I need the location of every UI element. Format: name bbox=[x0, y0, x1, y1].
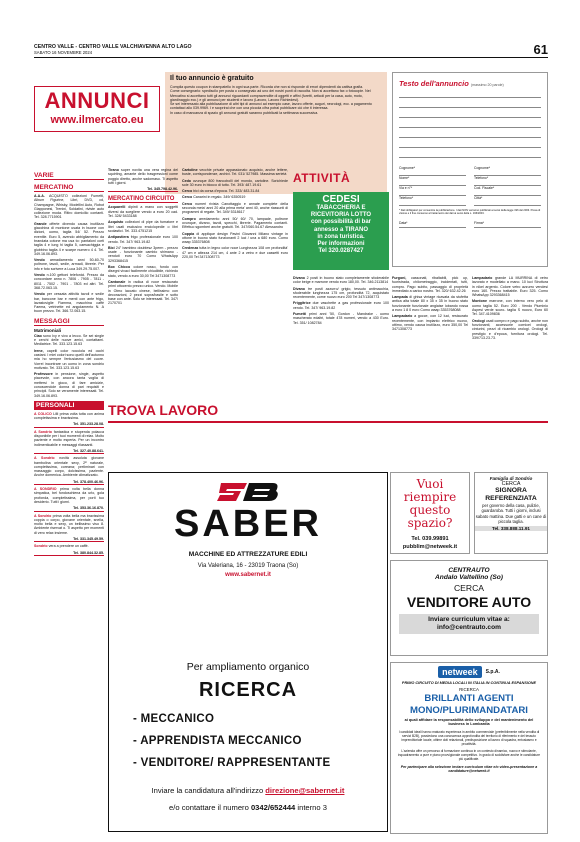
ad-text: grande LA MURRINA di vetro lavorato e modellato a mano. 10 luci Struttura in nikel argento. Colore vetro azzurro vendesi euro 160. Prezzo trattabile. Euro 325. Como WhatsApp 3293368415 bbox=[472, 276, 548, 298]
classified-ad bbox=[392, 314, 468, 331]
cedesi-line: Tel 320.0287427 bbox=[318, 248, 364, 255]
classified-ad bbox=[293, 287, 389, 300]
classified-ad bbox=[34, 430, 104, 447]
centrauto-title: VENDITORE AUTO bbox=[406, 594, 532, 610]
ad-text: in pensione, single, aspetto piacevole, con ancora tanta voglia di mettersi in gioco, di fare amicizie, conoscendole donna di pari requisiti e principii. Solo se veramente interessati. Tel. 349.16.06.893. bbox=[34, 372, 104, 398]
ad-lead: Box Chicco bbox=[108, 265, 134, 270]
section-mercatino-circuito: MERCATINO CIRCUITO bbox=[108, 196, 178, 203]
ad-text: novità assoluta giovane bambolina orientale sexy, 2ª naturale, completissima, coreana; preliminari con massaggio corpo, dolcissima, paziente. Anche domenica. Ambiente climatizzato. bbox=[34, 456, 104, 478]
section-varie: VARIE bbox=[34, 172, 104, 180]
form-field[interactable]: Telefono* bbox=[474, 176, 541, 186]
ad-text: arredamento anni 50/ 60/ 70, lampade, poltrone ovunque, divano, tavoli, specchi, librerie. Pagamento contanti. Effettuo sgomberi anche gratuiti. Tel. 347/060.54.67 Alessandro bbox=[182, 216, 288, 230]
ad-lead: Cerco bbox=[182, 189, 194, 194]
saber-ricerca: RICERCA bbox=[198, 679, 298, 701]
classified-ad bbox=[34, 544, 104, 548]
ad-lead: Furgoni, bbox=[392, 276, 412, 280]
classified-ad bbox=[293, 312, 389, 325]
page-number: 61 bbox=[533, 42, 548, 57]
form-field[interactable]: Via e n°* bbox=[399, 186, 466, 196]
cedesi-line: annesso a TIRANO bbox=[313, 226, 368, 233]
saber-contact-line: e/o contattare il numero 0342/652444 interno 3 bbox=[169, 803, 327, 812]
ad-lead: Acquarelli bbox=[108, 205, 129, 210]
ad-lead: Bici bbox=[108, 245, 116, 250]
saber-logo-mark bbox=[217, 479, 279, 503]
classified-ad bbox=[34, 258, 104, 271]
classified-ad bbox=[108, 280, 178, 306]
netweek-title-1: BRILLANTI AGENTI bbox=[424, 692, 514, 704]
ad-phone: Tel. 327.40.88.641. bbox=[34, 449, 104, 454]
classified-ad bbox=[472, 319, 548, 340]
classified-ad bbox=[108, 246, 178, 263]
cedesi-ad bbox=[293, 192, 389, 270]
info-paragraph: Compila questo coupon in stampatello in ogni sua parte. Ricorda che non si risponde di errori dipendenti da cattiva grafia. bbox=[170, 85, 364, 89]
classified-ad bbox=[293, 276, 389, 285]
saber-email-link[interactable]: direzione@sabernet.it bbox=[265, 786, 345, 795]
job-position: - MECCANICO bbox=[133, 713, 215, 725]
subsection-matrimoniali: Matrimoniali bbox=[34, 327, 62, 333]
ad-lead: Lampada bbox=[392, 295, 410, 300]
ad-coupon-form bbox=[392, 72, 548, 267]
ad-lead: A Sondrio bbox=[34, 429, 54, 434]
form-title-note: (massimo 20 parole) bbox=[470, 83, 504, 87]
ad-text: collezioni di pipe da fumatore e libri usati esclusivo enciclopedie o libri scolastici. Tel. 333.4751215 bbox=[108, 220, 178, 233]
ad-text: n.100 gettoni telefonici. Prezzo da concordare anno n. 7806 - 7905 - 7811 - 8011 - 7502 - 7901 - 7803 ed altri. Tel. 368.72.063.15. bbox=[34, 273, 104, 290]
ad-lead: Sondrio bbox=[34, 544, 49, 549]
ad-lead: Irene, bbox=[34, 348, 47, 353]
saber-address: Via Valeriana, 16 - 23019 Traona (So) bbox=[197, 563, 299, 569]
ad-lead: Cerco bbox=[182, 201, 196, 206]
ad-lead: Compro bbox=[182, 216, 199, 221]
ad-text-line[interactable] bbox=[399, 91, 541, 98]
section-trova-lavoro: TROVA LAVORO bbox=[108, 402, 219, 418]
classified-ad bbox=[108, 265, 178, 278]
netweek-body-2: L'azienda offre un percorso di formazione continua in un contesto dinamico, nuovo e stimolante, inquadramento a pure e piano provvigionale competitivo. In grado di soddisfare anche le candidature più qualificate. bbox=[397, 748, 541, 761]
column-1 bbox=[34, 168, 104, 808]
section-divider bbox=[108, 421, 548, 423]
section-mercatino: MERCATINO bbox=[34, 184, 104, 192]
ad-lead: Divano bbox=[293, 276, 307, 280]
classified-ad bbox=[182, 168, 288, 177]
ad-text: dipinti a mano con soggetti diversi da scegliere vendo a euro 20 cad. Tel. 328/ 5433188 bbox=[108, 205, 178, 219]
classified-ad bbox=[108, 205, 178, 218]
ad-text: tre posti azzurro/ grigio, tessuto antimacchia, sfoderabile lunghezza 175 cm, profondità 72, acquistato recentemente, come nuovo euro 200 Tel 347/1308773 bbox=[293, 286, 389, 300]
saber-apply-line: Inviare la candidatura all'indirizzo direzione@sabernet.it bbox=[151, 786, 345, 795]
ad-text: per cessata attività tavoli e sedie bar, bancone bar e menti con ante frigo, lavastoviglie Fiamma, macchina caffè Faema, vetrinette ed angolamento N. A buon prezzo. Tel. 366.72.063.15. bbox=[34, 292, 104, 314]
annunci-brand-box bbox=[34, 86, 160, 132]
ad-lead: A Sondrio bbox=[34, 456, 60, 461]
ad-text: usati compro e pago subito, anche non funzionanti, accessorie cornicei orologi, cinturini, pezzi di ricambio orologi. Orologi di prestigio e d'epoca, fornitura orologi. Tel. 339/713.23.73. bbox=[472, 318, 548, 340]
ad-lead: A SONDRIO bbox=[34, 487, 60, 492]
ad-text: prima volta bella ma bravissima coppia o corpo, giovane orientale, snella, molto bella e sexy, un bellissimo viso 8. Ambiente riservat o. Ti aspetto per momenti di vero relax insieme. bbox=[34, 513, 104, 535]
classified-ad bbox=[182, 217, 288, 230]
netweek-desc: ai quali affidare la responsabilità dello sviluppo e del mantenimento del business in Lombardia bbox=[404, 717, 534, 727]
classified-ad bbox=[34, 222, 104, 256]
form-field[interactable]: Cognome* bbox=[399, 166, 466, 176]
centrauto-cerca: CERCA bbox=[453, 583, 485, 593]
column-3 bbox=[182, 168, 288, 398]
ad-lead: Antipastiera bbox=[108, 235, 131, 240]
ad-text: due vaschette a gas professionale euro 100 vendo. Tel. 347/ 963.19.82 bbox=[293, 301, 389, 310]
ad-lead: A.A.A. bbox=[34, 194, 50, 198]
cedesi-line: TABACCHERIA E bbox=[316, 205, 366, 211]
info-paragraph: Come consegnarlo: spediscilo per posta o consegnalo ad uno dei nostri punti di raccolta. Non si accettano fax o fotocopie. Nel Mercatino si accettano tutti gli annunci riguardanti compravendite di oggetti e affini (furetti, articoli per la casa, auto, moto, giardinaggio ecc.) e gli annunci per studenti e lavoro (Lavoro, Lavoro Richiedesi). bbox=[170, 89, 371, 102]
ad-lead: Credenza bbox=[182, 246, 200, 251]
ad-text: capelli color nocciola ed occhi castani. I miei colori sono quelli dell'autunno mia ho sempre l'entusiasmo del cuore. Vorrei incontrare un uomo in zona sondrio motivato. Tel. 333.123.15.63 bbox=[34, 348, 104, 370]
sondrio-head: Famiglia di Sondrio bbox=[489, 476, 533, 481]
form-right-fields bbox=[474, 166, 541, 206]
ad-text: tutta in legno color noce Lunghezza 108 cm profondità' 47 cm e altezza 214 cm, 4 ante 2 a vetro e due cassetti euro 220,00 Tel 3471308773 bbox=[182, 246, 288, 260]
ad-phone: Tel. 378.400.46.96. bbox=[34, 480, 104, 485]
classified-ad bbox=[108, 235, 178, 244]
cedesi-line: RICEVITORIA LOTTO bbox=[310, 212, 372, 219]
ad-text-line[interactable] bbox=[399, 141, 541, 148]
saber-phone: 0342/652444 bbox=[250, 803, 296, 812]
ad-text: cassonati, ribaltabili, pick up, fuoristrada, chilometraggio, incidentati, tutti, compro. Pago subito, passaggio di proprietà immediato a carico nostro. Tel. 320/ 632.42.26 bbox=[392, 276, 468, 293]
classified-ad bbox=[472, 299, 548, 316]
ad-lead: Coppia bbox=[182, 231, 197, 236]
classified-ad bbox=[34, 487, 104, 504]
ad-text: Lilli prima volta tutta con anima completissima e bravissima. bbox=[34, 411, 104, 421]
column-4 bbox=[293, 276, 389, 396]
ad-lead: Orologi bbox=[472, 318, 486, 323]
ad-text-line[interactable] bbox=[399, 111, 541, 118]
vuoi-line: spazio? bbox=[407, 516, 453, 530]
classified-ad bbox=[392, 295, 468, 312]
classified-ad bbox=[182, 232, 288, 245]
vuoi-line: questo bbox=[409, 503, 451, 517]
ad-text: di applique design Pavini Giovanni Milano vintage in ottone in buono stato funzionanti 2 luci / una a 680 euro. Como waap 335376808 bbox=[182, 231, 288, 245]
ad-phone: Tel. 353.36.16.870. bbox=[34, 506, 104, 511]
classified-ad bbox=[182, 246, 288, 259]
column-6 bbox=[472, 276, 548, 396]
ad-text-line[interactable] bbox=[399, 101, 541, 108]
ad-text: 2 posti in buono stato completamente sfoderabile color beige e marrone vendo euro 180,00. Tel. 346.2113814 bbox=[293, 276, 389, 285]
ad-phone: Tel. 380.844.32.85. bbox=[34, 551, 104, 556]
ad-text: di ghisa vintage ricavata da stufetta antica alta totale 80 x 35 x 35 in buono stato funzionante funzionale anglaise lobando rossa a euro 1 8 0 euro Como waap 3353768088 bbox=[392, 295, 468, 313]
ad-text: fantastica e stupenda polacca disponibile per i tuoi momenti di relax. Molto paziente e molto esperta. Per un incontro indimenticabile e messaggi rilassanti. bbox=[34, 429, 104, 447]
sondrio-family-ad bbox=[474, 472, 548, 554]
classified-ad bbox=[182, 179, 288, 188]
ad-lead: Divano bbox=[293, 286, 308, 291]
ad-text-line[interactable] bbox=[399, 151, 541, 158]
ad-text: vecchie private appassionato acquisto, anche lettere, buste, corrispondenze, archivi. Tel. 031/ 527985. Massima serietà bbox=[182, 168, 288, 177]
ad-text: sono Ivy e vivo a lecco. Se sei single e cerchi delle nuove amici, contattami. Mediatrice. Tel. 333.123.15.63 bbox=[34, 333, 104, 347]
date-field[interactable]: Data* bbox=[399, 221, 466, 228]
form-field[interactable]: Città* bbox=[474, 196, 541, 206]
cedesi-line: con possibilità di bar bbox=[310, 219, 371, 226]
classified-ad bbox=[34, 194, 104, 220]
centrauto-contact: Inviare curriculum vitae a: info@centrauto.com bbox=[399, 614, 539, 634]
centrauto-location: Andalo Valtellino (So) bbox=[435, 574, 503, 581]
ad-text: colore rosso, fondo con disegni vivaci facilmente chiudibile, richiedo stato, vendo a euro 30,00 Tel 3471308773 bbox=[108, 265, 178, 278]
netweek-ricerca: RICERCA bbox=[459, 686, 479, 692]
ad-phone: Tel. 345.798.42.96. bbox=[108, 187, 178, 192]
ad-lead: Cedo bbox=[182, 178, 193, 183]
ad-lead: Cartoline bbox=[182, 168, 200, 172]
classified-ad bbox=[182, 189, 288, 193]
netweek-title-2: MONO/PLURIMANDATARI bbox=[410, 704, 528, 716]
classified-ad bbox=[34, 412, 104, 421]
info-paragraph: In caso di mancanza di spazio gli annunci gratuiti saranno pubblicati la settimana successiva. bbox=[170, 110, 319, 115]
form-field[interactable]: Cod. Fiscale* bbox=[474, 186, 541, 196]
column-5 bbox=[392, 276, 468, 396]
ad-text-line[interactable] bbox=[399, 131, 541, 138]
saber-logo-text: SABER bbox=[173, 503, 323, 545]
privacy-note: * Dati obbligatori per consentire la pubblicazione. I dati NON verranno pubblicati ai sensi della legge 196 del 2003. Presa di visione e il fine consenso al trattamento dei dati ai sensi della L. 196/2003. bbox=[399, 209, 541, 216]
classified-ad bbox=[182, 195, 288, 199]
saber-job-ad bbox=[108, 472, 388, 832]
classified-ad bbox=[34, 372, 104, 398]
vuoi-riempire-ad bbox=[390, 472, 470, 554]
ad-text: prima volta bella donna simpatica, bel fondoschiena da urlo, gola profonda, completissima, per porti tuo desiderio. Tutti i giorni. bbox=[34, 487, 104, 504]
centrauto-email[interactable]: info@centrauto.com bbox=[437, 624, 501, 631]
sondrio-title: SIGNORA REFERENZIATA bbox=[485, 487, 537, 502]
ad-lead: Tirano bbox=[108, 168, 122, 172]
ad-lead: Ciao bbox=[34, 333, 44, 338]
ad-text: offerte divendo causa inutilizzo giacchina di montone usata in buone con dizioni, uomo, taglia 54/ 52. Prezzo eventile. Euro 5, avendo abbigliamento da brandata cotone ma usa to: pantaloni corti taglia 4 e lung hi taglia 5, caesachiggia e giubbino taglia 4 e scarpe numero 4 4. Tel. 349.16.06.893. bbox=[34, 221, 104, 256]
ad-text: ACQUISTO collezioni Fumetti, Album Figurine, Libri, DVD, cd, Champagne, Whisky, Modellini Auto, Robot Giapponesi, Trenini, Soldatini, riviste auto collezione moda. Ritiro domicilio contanti. Tel. 328.7715901 bbox=[34, 194, 104, 220]
page-header bbox=[34, 44, 548, 58]
ad-text: frigo professionale euro 100 vendo. Tel. 347/ 963.19.82 bbox=[108, 235, 178, 244]
ad-text: super novita una vera regina del squirting, amante dello trasgressioni come poggio diretto, anche sadomaso. Ti aspetto tutti i giorni. bbox=[108, 168, 178, 185]
ad-text: marrone, con interno vero pelo di uomo taglia 52. Euro 200 . Vendo Piuminio Aspesi verde scuro- taglia S nuovo, Euro 60 Tel. 347-4109836 bbox=[472, 299, 548, 317]
section-messaggi: MESSAGGI bbox=[34, 318, 104, 326]
classified-ad bbox=[34, 349, 104, 370]
sondrio-tel: Tel. 338.888.11.91 bbox=[475, 526, 547, 531]
ad-phone: Tel. 351.233.28.08. bbox=[34, 422, 104, 427]
ad-text: Canarini in regalo. 349/ 6350519 bbox=[193, 195, 246, 200]
cedesi-line: in zona turistica. bbox=[317, 233, 365, 240]
saber-subtitle: MACCHINE ED ATTREZZATURE EDILI bbox=[188, 551, 308, 558]
vuoi-tel: Tel. 039.99891 bbox=[411, 536, 449, 542]
ad-text: ovunque 800 francobolli del mondo, cartoline. Scrichiede sole 30 euro in blocco di tutto. Tel. 393/ 487.19.61 bbox=[182, 178, 288, 187]
ad-text: vera a prendere un caffè. bbox=[48, 544, 89, 549]
ad-text-line[interactable] bbox=[399, 121, 541, 128]
netweek-spa: S.p.A. bbox=[485, 669, 500, 675]
ad-phone: Tel. 331.345.49.59. bbox=[34, 537, 104, 542]
classified-ad bbox=[34, 334, 104, 347]
classified-ad bbox=[182, 202, 288, 215]
section-attivita: ATTIVITÀ bbox=[293, 171, 351, 185]
vuoi-email[interactable]: pubblim@netweek.it bbox=[402, 544, 458, 550]
ad-lead: A COLICO bbox=[34, 411, 54, 416]
netweek-intro: PRIMO CIRCUITO DI MEDIA LOCALI IN ITALIA IN CONTINUA ESPANSIONE bbox=[401, 681, 537, 685]
sondrio-text: per governo della casa, pulizie, guardaroba. Tutti i giorni, inclusi sabato mattina. Due gatti e un cane di piccola taglia. bbox=[475, 503, 547, 524]
form-field[interactable]: Telefono* bbox=[399, 196, 466, 206]
vuoi-line: Vuoi riempire bbox=[403, 477, 457, 504]
saber-ampliamento: Per ampliamento organico bbox=[186, 661, 310, 673]
signature-field[interactable]: Firma* bbox=[474, 221, 541, 228]
form-left-fields bbox=[399, 166, 466, 206]
saber-website[interactable]: www.sabernet.it bbox=[225, 572, 271, 578]
ad-text: bici da corsa d'epoca. Tel. 333/ 483.31.84 bbox=[193, 189, 260, 194]
ad-lead: A Sondrio bbox=[34, 513, 53, 518]
netweek-logo: netweek bbox=[438, 666, 482, 678]
ad-lead: Cantonale bbox=[108, 279, 129, 284]
ad-text: a gocce, con 12 luci, restaurato recentemente, con impianto elettrico nuovo, ottimo, vendo causa inutilizzo, euro 350,00 Tel 3471308773 bbox=[392, 314, 468, 332]
centrauto-ad bbox=[390, 560, 548, 656]
netweek-cta: Per partecipare alla selezione inviare curriculum vitae e/o video-presentazione a candidature@netweek.it bbox=[400, 764, 538, 774]
column-2 bbox=[108, 168, 178, 398]
form-title: Testo dell'annuncio (massimo 20 parole) bbox=[399, 79, 504, 88]
classified-ad bbox=[293, 301, 389, 310]
sondrio-cerca: CERCA bbox=[501, 481, 521, 487]
ad-lead: Lampadario bbox=[472, 276, 495, 280]
ad-lead: Vendo bbox=[34, 292, 47, 297]
job-position: - VENDITORE/ RAPPRESENTANTE bbox=[133, 757, 331, 769]
form-field[interactable]: Nome* bbox=[399, 176, 466, 186]
ad-text: primi anni '50, Gordon - Mandrake - uomo mascherato edaltri, totale 478 numeri, vendo a 430 Euro. Tel. 351/ 1082784 bbox=[293, 312, 389, 325]
section-personali: PERSONALI bbox=[34, 401, 104, 410]
ad-text: armadiamento anni 50-60-70 poltrone, tavoli, sedie, armadi, librerie. Per info e foto scrivere a Luca 349.29.75.007. bbox=[34, 258, 104, 271]
ad-text: numeri rivista Canottaggio e annate complete della seconda meta' anni 20 alla prima meta' anni 40, anche riassunti di programmi di regate. Tel. 349/ 5318617 bbox=[182, 201, 288, 215]
classified-ad bbox=[34, 292, 104, 313]
publication-name: CENTRO VALLE - CENTRO VALLE VALCHIAVENNA ALTO LAGO bbox=[34, 44, 192, 50]
classified-ad bbox=[34, 514, 104, 535]
ad-lead: Montone bbox=[472, 299, 490, 304]
ad-text: 24" bambino doublesz 3perm - prezzo usate - funzionante cambio shimano - venduti euro 70 Como WhatsApp 3293368415 bbox=[108, 245, 178, 263]
publication-date: SABATO 16 NOVEMBRE 2024 bbox=[34, 50, 93, 55]
info-title: Il tuo annuncio è gratuito bbox=[170, 75, 254, 82]
centrauto-name: CENTRAUTO bbox=[448, 567, 490, 574]
form-field[interactable]: Cognome* bbox=[474, 166, 541, 176]
ad-lead: Grande bbox=[34, 221, 50, 226]
info-paragraph: Se sei interessato alla pubblicazione di altri tipi di annunci ad esempio case, lavoro offerte, auguri, necrologi, ecc. a pagamento contattaci allo 039.9969. I e scoprirai che con una piccola cifra potrai pubblicare ciò che ti interessa. bbox=[170, 102, 372, 111]
netweek-body-1: I candidati ideali hanno maturato esperienza in ambito commerciale (preferibilmente nella vendita di servizi B2B), possiedono una conoscenza approfondita del territorio di riferimento e del tessuto imprenditoriale locale, ottime doti relazionali, predisposizione al lavoro di squadra, entusiasmo e proattività. bbox=[398, 729, 540, 746]
annunci-title: ANNUNCI bbox=[44, 88, 150, 113]
classified-ad bbox=[108, 220, 178, 233]
ad-lead: Professore bbox=[34, 372, 56, 377]
annunci-url[interactable]: www.ilmercato.eu bbox=[50, 114, 144, 126]
classified-ad bbox=[34, 456, 104, 477]
ad-text: in radica di noce restaurato primi ottocento prezzo unico. Vendo. Mobile in Olmo laccato cinese, bellissimo con decorazioni, 2 pezzi sopra/basile e sotto base con ante. Solo se interessati. Tel. 347/ 2170701 bbox=[108, 279, 178, 306]
ad-lead: Vendo bbox=[34, 258, 50, 263]
ad-lead: Acquisto bbox=[108, 220, 126, 225]
ad-lead: Fumetti bbox=[293, 312, 309, 317]
classified-ad bbox=[392, 276, 468, 293]
classified-ad bbox=[472, 276, 548, 297]
classified-ad bbox=[34, 273, 104, 290]
netweek-ad bbox=[390, 662, 548, 834]
cedesi-line: Per informazioni bbox=[317, 241, 365, 248]
classified-ad bbox=[108, 168, 178, 185]
ad-lead: Vendo bbox=[34, 273, 47, 278]
cedesi-title: CEDESI bbox=[322, 194, 360, 205]
job-position: - APPRENDISTA MECCANICO bbox=[133, 735, 302, 747]
ad-lead: Cerco bbox=[182, 195, 194, 200]
ad-lead: Lampadario bbox=[392, 314, 415, 319]
ad-lead: Friggitrice bbox=[293, 301, 313, 306]
